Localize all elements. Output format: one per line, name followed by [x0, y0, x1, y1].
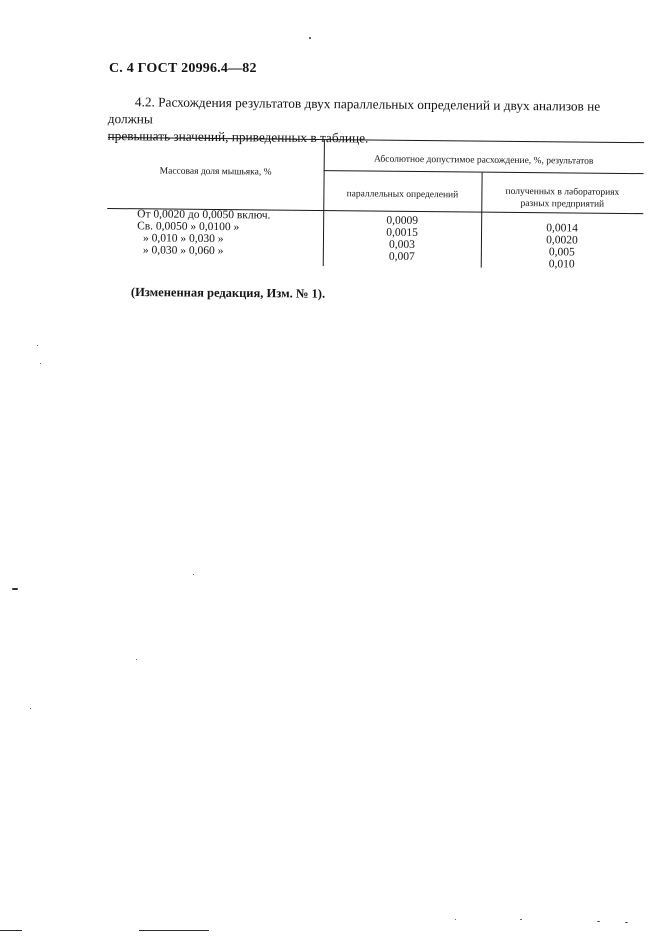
- scan-speck: [30, 708, 31, 709]
- scan-speck: [37, 345, 38, 346]
- scan-speck: [455, 919, 456, 920]
- group-header-rule: [324, 170, 644, 174]
- scan-speck: [12, 588, 18, 590]
- labs-value-4: 0,010: [548, 258, 575, 271]
- scan-speck: [625, 922, 628, 923]
- col1-header: Массовая доля мышьяка, %: [159, 166, 272, 178]
- labs-value-2: 0,0020: [546, 234, 578, 247]
- scan-speck: [136, 659, 137, 660]
- row-range-1: От 0,0020 до 0,0050 включ.: [137, 208, 271, 222]
- scan-speck: [40, 363, 41, 364]
- col3-header: [481, 186, 643, 212]
- scan-speck: [520, 919, 522, 920]
- parallel-value-4: 0,007: [388, 250, 415, 263]
- row-range-4: » 0,030 » 0,060 »: [142, 244, 224, 258]
- bottom-scan-line: [0, 930, 22, 931]
- parallel-value-1: 0,0009: [386, 214, 419, 227]
- table-top-rule: [108, 137, 644, 143]
- row-range-2: Св. 0,0050 » 0,0100 »: [137, 220, 240, 234]
- labs-value-3: 0,005: [548, 246, 575, 259]
- col3-header-line-1: полученных в лабораториях: [505, 186, 620, 198]
- col3-header-line-2: разных предприятий: [520, 198, 605, 210]
- labs-value-1: 0,0014: [546, 222, 578, 235]
- paragraph-line-1: 4.2. Расхождения результатов двух параллельных определений и двух анализов не должны: [107, 94, 601, 127]
- scan-speck: [309, 37, 311, 39]
- page-header: С. 4 ГОСТ 20996.4—82: [109, 61, 257, 76]
- tolerance-table: [107, 132, 644, 277]
- scan-speck: [597, 921, 600, 922]
- amendment-note: (Измененная редакция, Изм. № 1).: [130, 285, 326, 301]
- scan-speck: [193, 574, 194, 575]
- group-header: Абсолютное допустимое расхождение, %, результатов: [374, 154, 594, 167]
- paragraph-line-2: превышать значений, приведенных в таблице.: [107, 127, 369, 146]
- row-range-3: » 0,010 » 0,030 »: [142, 232, 224, 246]
- bottom-scan-line: [139, 930, 209, 931]
- parallel-value-2: 0,0015: [386, 226, 418, 239]
- parallel-value-3: 0,003: [388, 238, 415, 251]
- col2-header: параллельных определений: [346, 189, 459, 201]
